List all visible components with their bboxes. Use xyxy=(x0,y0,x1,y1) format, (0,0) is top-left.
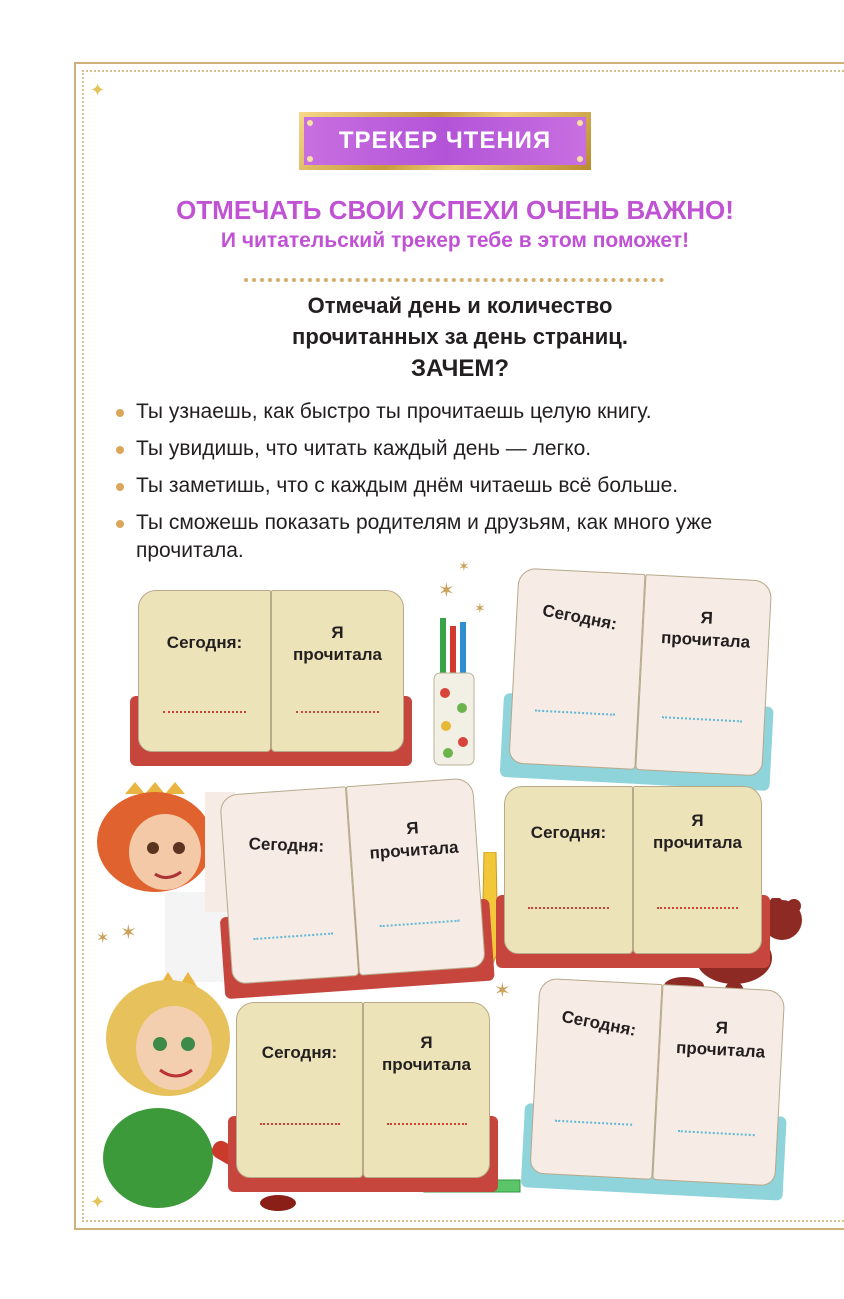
sparkle-icon: ✶ xyxy=(96,930,110,947)
sparkle-icon: ✶ xyxy=(120,922,137,944)
read-label-1: Я xyxy=(405,818,420,839)
today-label: Сегодня: xyxy=(248,834,325,856)
headline-sub: И читательский трекер тебе в этом поможет! xyxy=(220,229,690,252)
question-heading: ЗАЧЕМ? xyxy=(410,355,510,382)
read-label-2: прочитала xyxy=(653,833,742,852)
read-label-1: Я xyxy=(715,1018,729,1038)
read-label-1: Я xyxy=(700,608,714,628)
read-label-2: прочитала xyxy=(368,837,460,863)
date-entry-line[interactable] xyxy=(535,710,615,716)
pages-entry-line[interactable] xyxy=(387,1123,467,1125)
page-title: ТРЕКЕР ЧТЕНИЯ xyxy=(304,117,586,165)
pages-entry-line[interactable] xyxy=(379,920,459,928)
tracker-book-5 xyxy=(228,1002,498,1192)
date-entry-line[interactable] xyxy=(260,1123,340,1125)
today-label: Сегодня: xyxy=(166,633,243,652)
tracker-book-1 xyxy=(130,590,412,766)
instruction-line-2: прочитанных за день страниц. xyxy=(292,324,628,349)
reasons-list xyxy=(114,398,814,574)
read-label-2: прочитала xyxy=(660,628,751,652)
pages-entry-line[interactable] xyxy=(296,711,380,713)
corner-star-icon: ✦ xyxy=(90,1192,106,1212)
tracker-book-4 xyxy=(496,786,770,968)
date-entry-line[interactable] xyxy=(528,907,609,909)
tracker-book-3 xyxy=(211,777,495,999)
pages-entry-line[interactable] xyxy=(657,907,738,909)
today-label: Сегодня: xyxy=(560,1006,638,1040)
read-label-2: прочитала xyxy=(382,1055,471,1074)
list-item: Ты увидишь, что читать каждый день — легко. xyxy=(114,435,814,463)
read-label-1: Я xyxy=(420,1033,433,1052)
today-label: Сегодня: xyxy=(540,600,619,634)
title-plate xyxy=(299,112,591,170)
today-label: Сегодня: xyxy=(261,1043,338,1062)
list-item: Ты заметишь, что с каждым днём читаешь всё больше. xyxy=(114,472,814,500)
sparkle-icon: ✶ xyxy=(438,580,455,602)
date-entry-line[interactable] xyxy=(555,1120,632,1126)
tracker-book-2 xyxy=(500,567,781,791)
pages-entry-line[interactable] xyxy=(678,1130,755,1136)
read-label-2: прочитала xyxy=(675,1037,766,1062)
pages-entry-line[interactable] xyxy=(661,716,741,722)
sparkle-icon: ✶ xyxy=(474,600,486,616)
tracker-book-6 xyxy=(521,977,794,1200)
dotted-divider xyxy=(244,278,664,282)
date-entry-line[interactable] xyxy=(163,711,247,713)
instruction-line-1: Отмечай день и количество xyxy=(307,293,613,318)
corner-star-icon: ✦ xyxy=(90,80,106,100)
pencil-cup-icon xyxy=(430,618,480,768)
read-label-1: Я xyxy=(331,623,344,642)
read-label-1: Я xyxy=(691,811,704,830)
today-label: Сегодня: xyxy=(530,823,607,842)
list-item: Ты узнаешь, как быстро ты прочитаешь целую книгу. xyxy=(114,398,814,426)
read-label-2: прочитала xyxy=(293,645,382,664)
sparkle-icon: ✶ xyxy=(458,558,470,574)
headline: ОТМЕЧАТЬ СВОИ УСПЕХИ ОЧЕНЬ ВАЖНО! xyxy=(176,195,734,225)
list-item: Ты сможешь показать родителям и друзьям, как много уже прочитала. xyxy=(114,509,814,565)
date-entry-line[interactable] xyxy=(253,933,333,941)
sparkle-icon: ✶ xyxy=(494,980,511,1002)
